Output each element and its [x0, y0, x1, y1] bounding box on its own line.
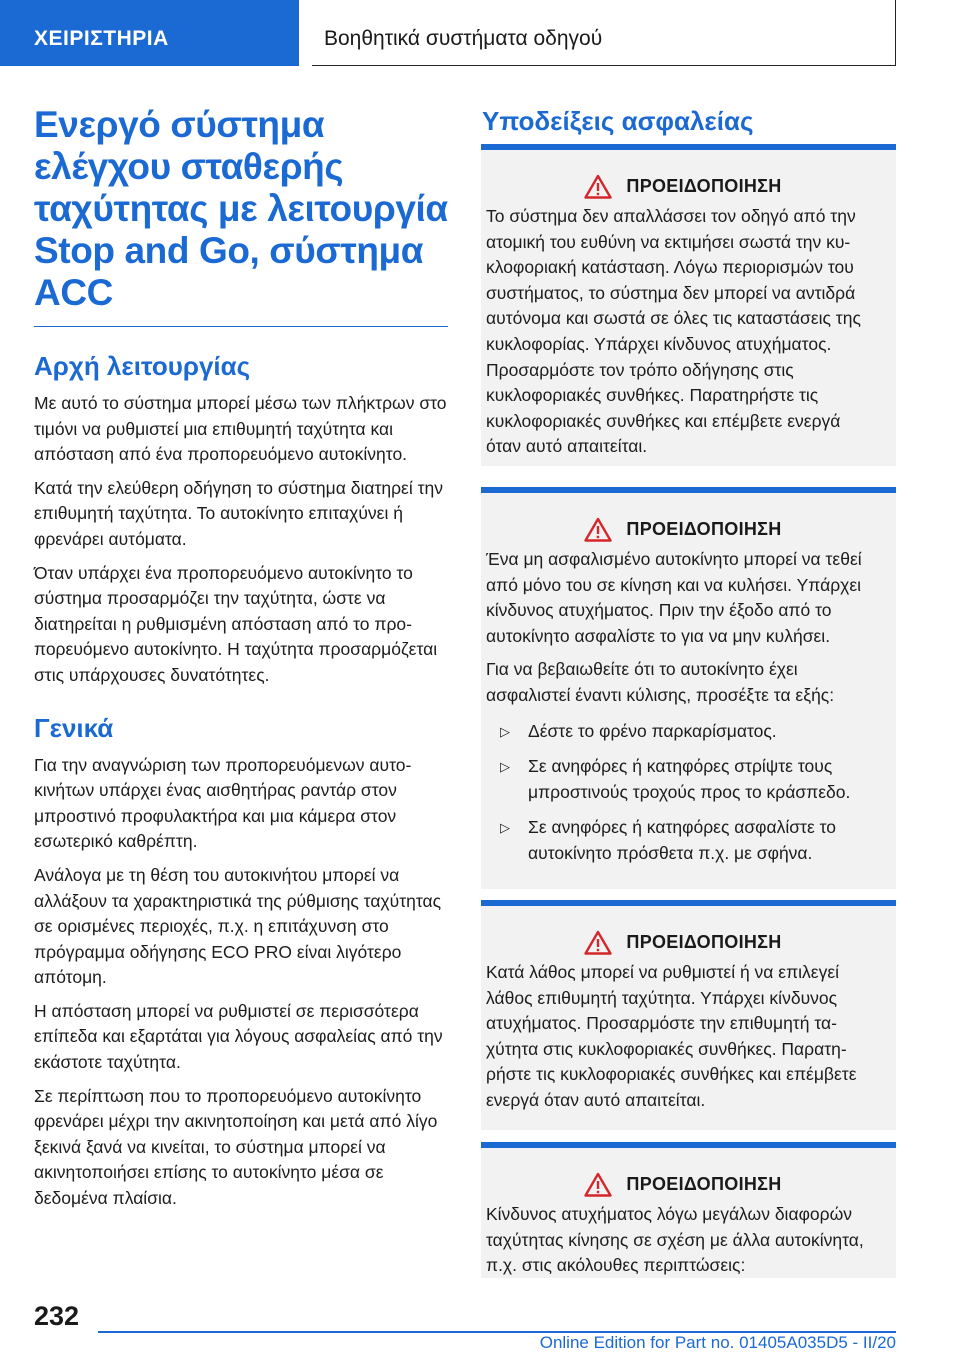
triangle-bullet-icon: ▷: [500, 723, 510, 739]
warning-text: Κίνδυνος ατυχήματος λόγω μεγάλων διαφορών ταχύτητας κίνησης σε σχέση με άλλα αυτοκίνητα, π.χ. στις ακόλουθες περιπτώσεις:: [486, 1204, 864, 1276]
paragraph: Ανάλογα με τη θέση του αυτοκινήτου μπορεί να αλλάξουν τα χαρακτηριστικά της ρύθμισης ταχύτητας σε ορισμένες περιοχές, π.χ. η επιτάχυνση στο πρόγραμμα οδήγησης ECO PRO είναι λιγότερο απότομη.: [34, 864, 442, 988]
warning-header: [486, 928, 880, 956]
paragraph: Με αυτό το σύστημα μπορεί μέσω των πλήκτρων στο τιμόνι να ρυθμιστεί μια επιθυμητή ταχύτητα και απόσταση από ένα προπορευόμενο αυτοκίνητο.: [34, 393, 447, 465]
page-title: Ενεργό σύστημα ελέγχου σταθερής ταχύτητας με λειτουργία Stop and Go, σύστημα ACC: [34, 104, 448, 327]
triangle-bullet-icon: ▷: [500, 820, 510, 836]
bullet-list: [486, 719, 880, 867]
edition-info: Online Edition for Part no. 01405A035D5 - II/20: [539, 1333, 896, 1352]
list-item: ▷ Δέστε το φρένο παρκαρίσματος.: [486, 719, 880, 745]
warning-text: Ένα μη ασφαλισμένο αυτοκίνητο μπορεί να τεθεί από μόνο του σε κίνηση και να κυλήσει. Υπάρχει κίνδυνος ατυχήματος. Πριν την έξοδο από το αυτοκίνητο ασφαλίστε το για να μην κυλήσει.: [486, 549, 862, 646]
right-column: [481, 104, 896, 138]
page-header: [0, 0, 960, 66]
warning-label: ΠΡΟΕΙΔΟΠΟΙΗΣΗ: [626, 931, 782, 952]
warning-triangle-icon: [584, 930, 612, 955]
section-heading-principle: Αρχή λειτουργίας: [34, 351, 251, 381]
warning-label: ΠΡΟΕΙΔΟΠΟΙΗΣΗ: [626, 1173, 782, 1194]
list-item: ▷ Σε ανηφόρες ή κατηφόρες ασφαλίστε το αυτοκίνητο πρόσθετα π.χ. με σφήνα.: [500, 817, 837, 863]
warning-text: Κατά λάθος μπορεί να ρυθμιστεί ή να επιλεγεί λάθος επιθυμητή ταχύτητα. Υπάρχει κίνδυνος ατυχήματος. Προσαρμόστε την επιθυμητή ταχύτητα στις κυκλοφοριακές συνθήκες. Παρατηρήστε τις κυκλοφοριακές συνθήκες και επέμβετε ενεργά όταν αυτό απαιτείται.: [486, 962, 857, 1110]
page-number: 232: [34, 1301, 80, 1331]
paragraph: Η απόσταση μπορεί να ρυθμιστεί σε περισσότερα επίπεδα και εξαρτάται για λόγους ασφαλείας από την εκάστοτε ταχύτητα.: [34, 1000, 443, 1073]
warning-header: [486, 515, 880, 543]
chapter-title: Βοηθητικά συστήματα οδηγού: [312, 0, 896, 66]
paragraph: Για την αναγνώριση των προπορευόμενων αυτοκινήτων υπάρχει ένας αισθητήρας ραντάρ στον μπροστινό προφυλακτήρα και μια κάμερα στον εσωτερικό καθρέπτη.: [34, 754, 412, 852]
paragraph: Όταν υπάρχει ένα προπορευόμενο αυτοκίνητο το σύστημα προσαρμόζει την ταχύτητα, ώστε να διατηρείται η ρυθμισμένη απόσταση από το προπορευόμενο αυτοκίνητο. Η ταχύτητα προσαρμόζεται στις υπάρχουσες δυνατότητες.: [34, 562, 438, 685]
warning-triangle-icon: [584, 1172, 612, 1197]
triangle-bullet-icon: ▷: [500, 759, 510, 775]
warning-text: Για να βεβαιωθείτε ότι το αυτοκίνητο έχει ασφαλιστεί έναντι κύλισης, προσέξτε τα εξής:: [486, 659, 835, 705]
paragraph: Κατά την ελεύθερη οδήγηση το σύστημα διατηρεί την επιθυμητή ταχύτητα. Το αυτοκίνητο επιταχύνει ή φρενάρει αυτόματα.: [34, 477, 444, 549]
section-tab: ΧΕΙΡΙΣΤΗΡΙΑ: [0, 0, 299, 66]
paragraph: Σε περίπτωση που το προπορευόμενο αυτοκίνητο φρενάρει μέχρι την ακινητοποίηση και μετά από λίγο ξεκινά ξανά να κινείται, το σύστημα μπορεί να ακινητοποιήσει επίσης το αυτοκίνητο μέσα σε δεδομένα πλαίσια.: [34, 1085, 438, 1209]
warning-triangle-icon: [584, 174, 612, 199]
list-item: ▷ Σε ανηφόρες ή κατηφόρες στρίψτε τους μπροστινούς τροχούς προς το κράσπεδο.: [500, 756, 851, 802]
safety-heading: Υποδείξεις ασφαλείας: [482, 106, 754, 136]
section-heading-general: Γενικά: [34, 712, 114, 743]
warning-label: ΠΡΟΕΙΔΟΠΟΙΗΣΗ: [626, 518, 782, 539]
warning-box: [481, 144, 896, 466]
warning-box: [481, 487, 896, 889]
warning-header: [486, 172, 880, 200]
warning-triangle-icon: [584, 517, 612, 542]
warning-box: [481, 1142, 896, 1278]
warning-label: ΠΡΟΕΙΔΟΠΟΙΗΣΗ: [626, 175, 782, 196]
left-column: [34, 104, 448, 1212]
warning-text: Το σύστημα δεν απαλλάσσει τον οδηγό από την ατομική του ευθύνη να εκτιμήσει σωστά την κυκλοφοριακή κατάσταση. Λόγω περιορισμών του συστήματος, το σύστημα δεν μπορεί να αντιδρά αυτόνομα και σωστά σε όλες τις καταστάσεις της κυκλοφορίας. Υπάρχει κίνδυνος ατυχήματος. Προσαρμόστε τον τρόπο οδήγησης στις κυκλοφοριακές συνθήκες. Παρατηρήστε τις κυκλοφοριακές συνθήκες και επέμβετε ενεργά όταν αυτό απαιτείται.: [486, 206, 861, 457]
warning-header: [486, 1170, 880, 1198]
warning-box: [481, 900, 896, 1130]
